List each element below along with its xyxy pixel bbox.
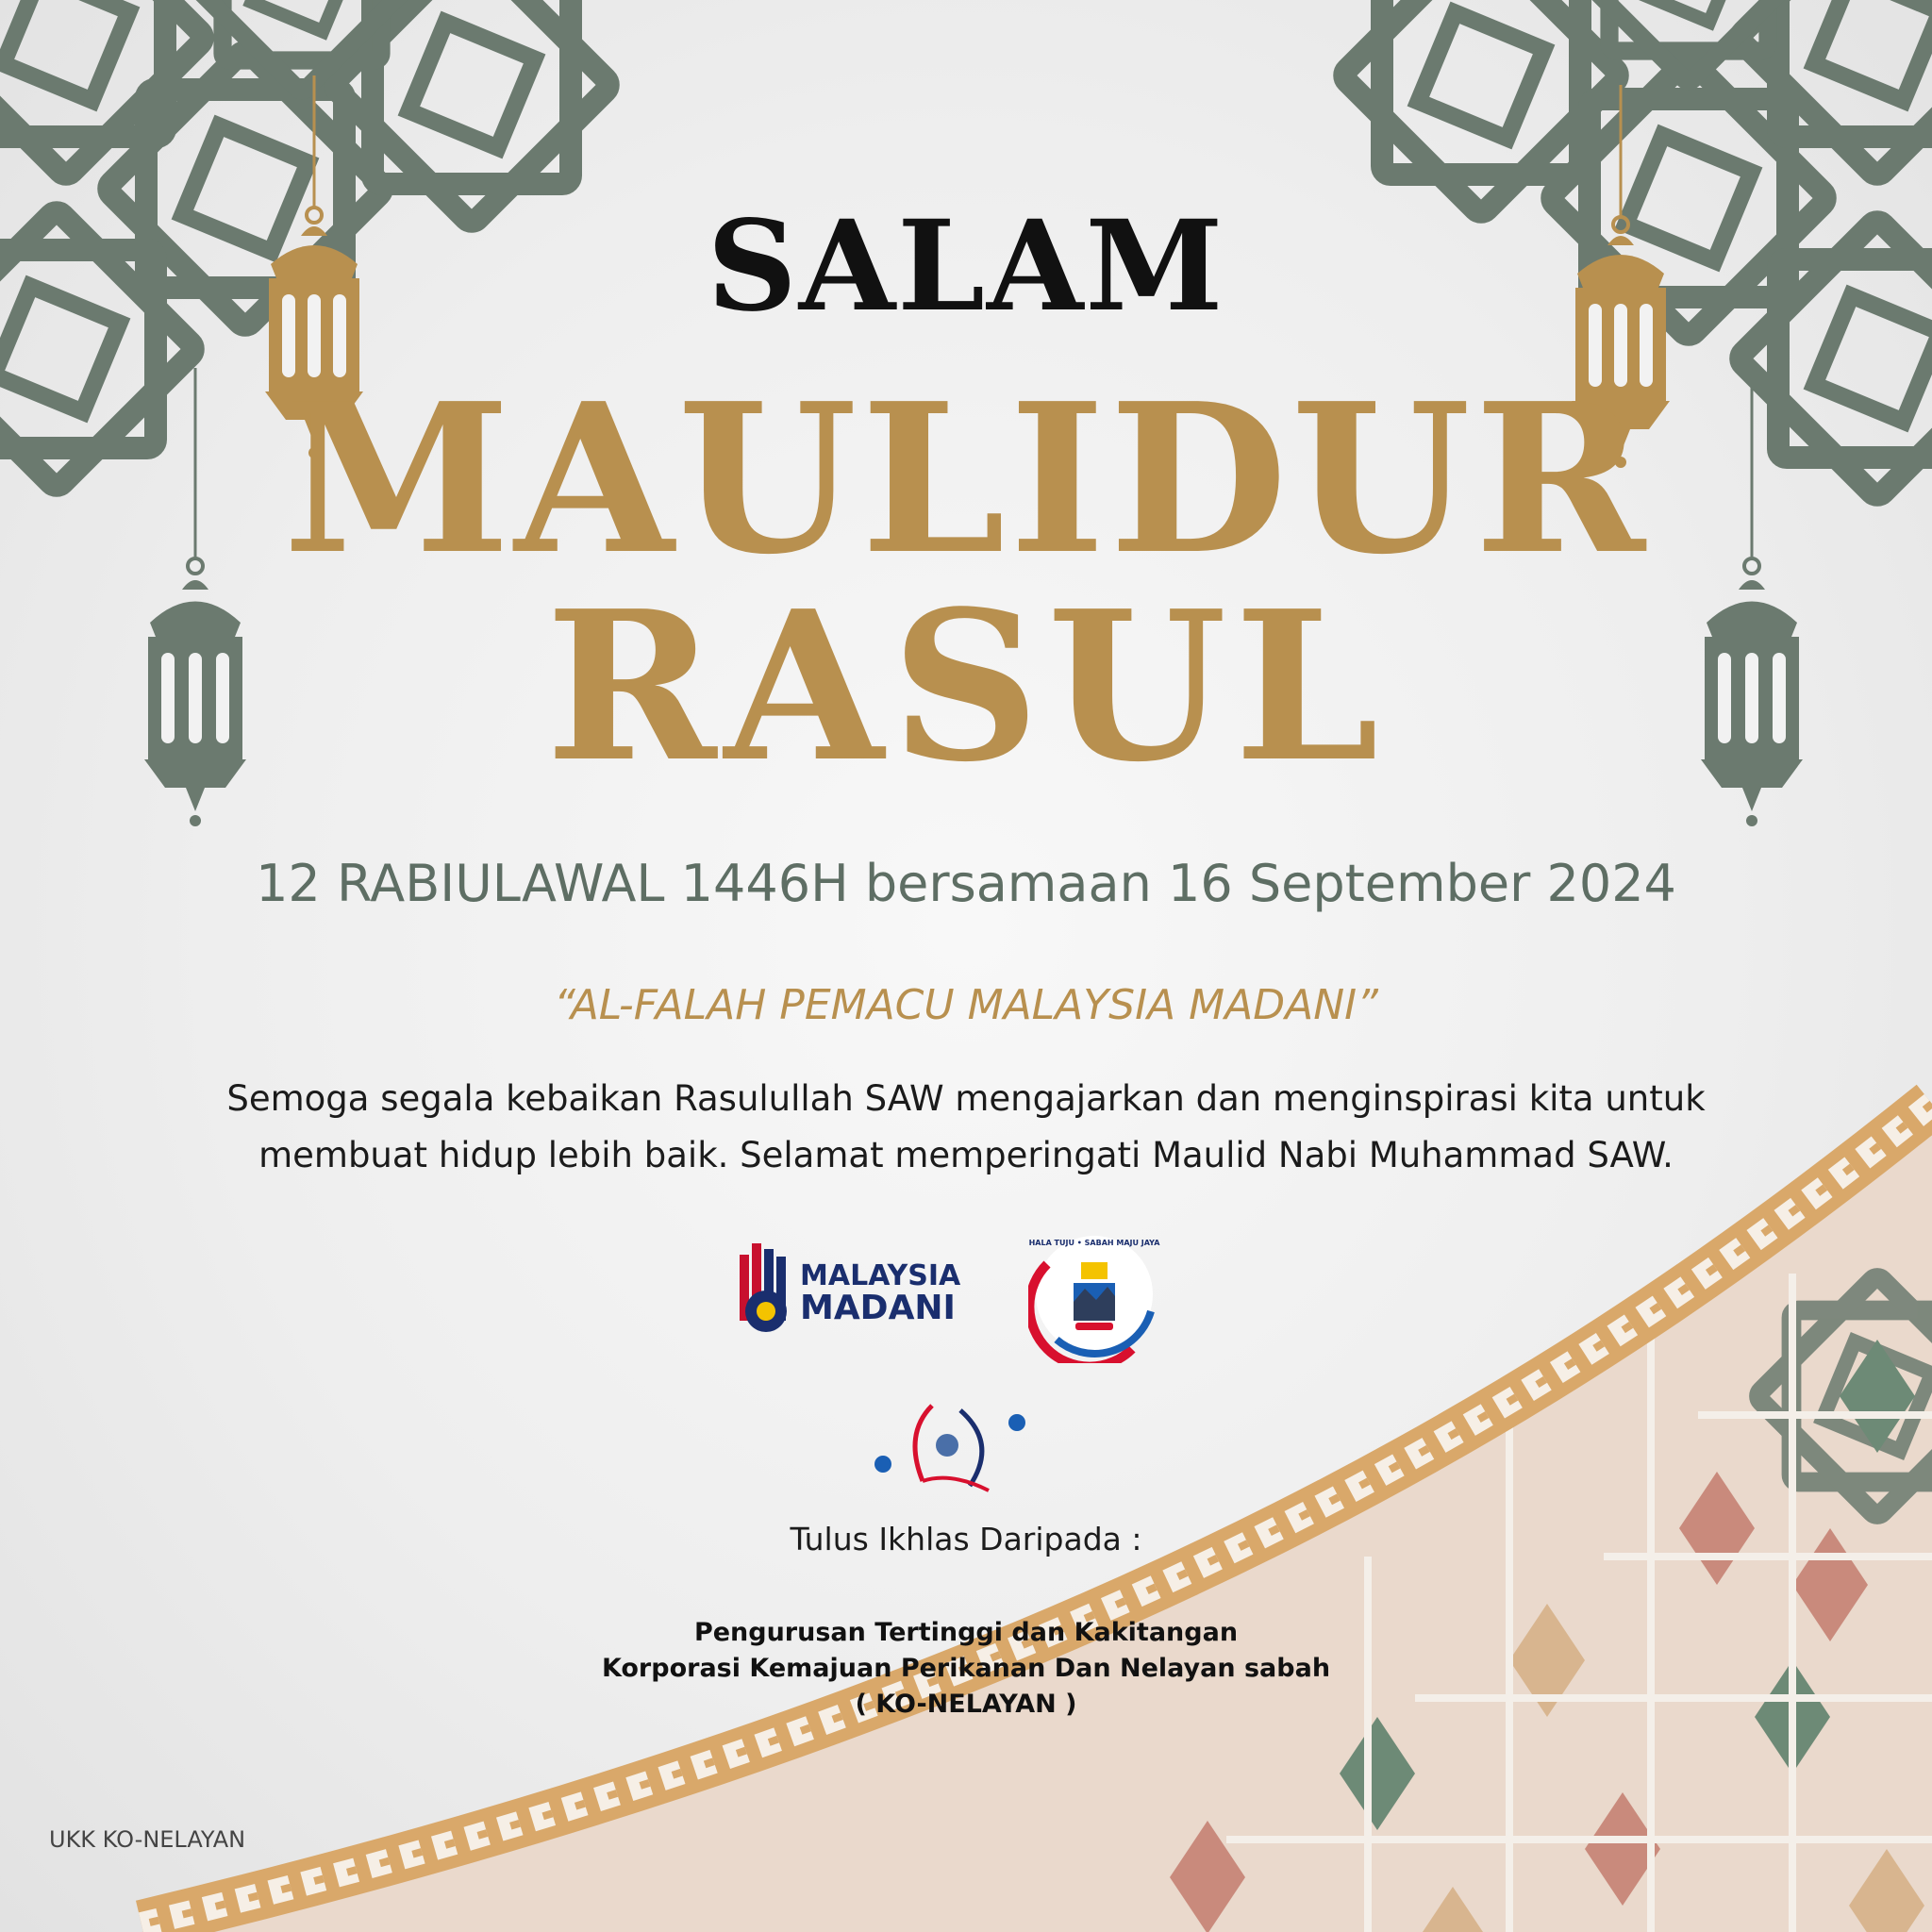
title-maulidur: MAULIDUR [282, 358, 1650, 600]
message-line-2: membuat hidup lebih baik. Selamat memperingati Maulid Nabi Muhammad SAW. [258, 1135, 1674, 1175]
org-line-2: Korporasi Kemajuan Perikanan Dan Nelayan sabah [601, 1654, 1331, 1683]
greeting-message [0, 1071, 1932, 1184]
ko-nelayan-logo [866, 1387, 1026, 1513]
message-line-1: Semoga segala kebaikan Rasulullah SAW mengajarkan dan menginspirasi kita untuk [226, 1078, 1706, 1119]
org-line-1: Pengurusan Tertinggi dan Kakitangan [693, 1618, 1239, 1647]
madani-logo-line1: MALAYSIA [800, 1259, 961, 1292]
madani-logo-line2: MADANI [800, 1289, 956, 1327]
organization-name [0, 1615, 1932, 1723]
theme-text: “AL-FALAH PEMACU MALAYSIA MADANI” [554, 981, 1378, 1029]
date-line: 12 RABIULAWAL 1446H bersamaan 16 September 2024 [256, 854, 1676, 913]
org-line-3: ( KO-NELAYAN ) [855, 1690, 1077, 1719]
footer-credit: UKK KO-NELAYAN [49, 1826, 246, 1853]
from-label: Tulus Ikhlas Daripada : [790, 1521, 1142, 1557]
malaysia-madani-logo [734, 1236, 979, 1343]
title-rasul: RASUL [545, 566, 1387, 808]
sabah-state-logo [1028, 1226, 1160, 1367]
greeting-salam: SALAM [707, 193, 1225, 340]
sabah-logo-text: HALA TUJU • SABAH MAJU JAYA [1028, 1239, 1160, 1247]
